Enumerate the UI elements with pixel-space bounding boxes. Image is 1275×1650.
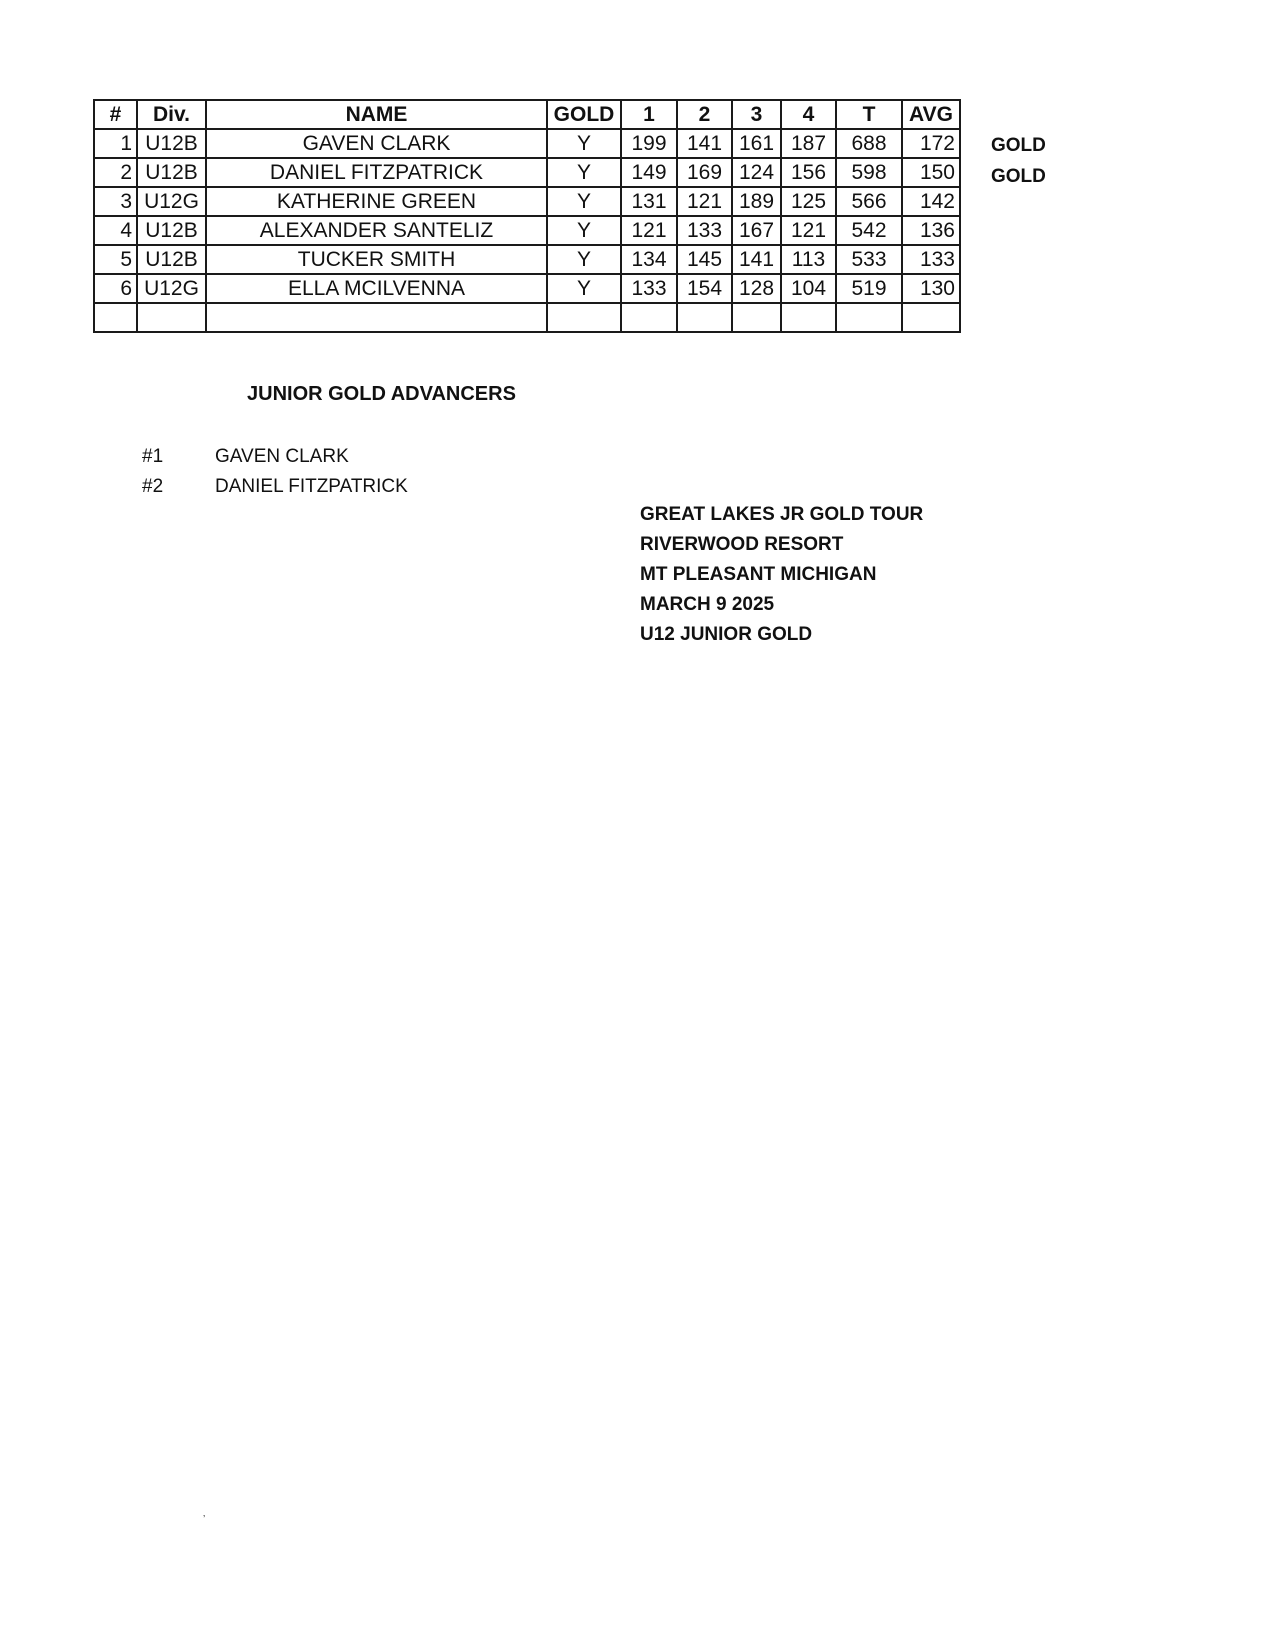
- game-4-cell: 113: [781, 245, 836, 274]
- game-3-cell: 128: [732, 274, 781, 303]
- gold-qualifier-note: GOLD: [991, 166, 1046, 187]
- game-3-cell: 189: [732, 187, 781, 216]
- advancer-name: DANIEL FITZPATRICK: [215, 476, 408, 497]
- empty-cell: [781, 303, 836, 332]
- total-cell: 566: [836, 187, 902, 216]
- average-cell: 150: [902, 158, 960, 187]
- game-1-cell: 149: [621, 158, 677, 187]
- name-cell: KATHERINE GREEN: [206, 187, 547, 216]
- table-row: [94, 187, 960, 216]
- header-rank: #: [94, 100, 137, 129]
- advancer-rank: #1: [142, 446, 164, 467]
- rank-cell: 4: [94, 216, 137, 245]
- division-cell: U12B: [137, 129, 206, 158]
- gold-cell: Y: [547, 216, 621, 245]
- average-cell: 172: [902, 129, 960, 158]
- game-2-cell: 154: [677, 274, 732, 303]
- header-game-2: 2: [677, 100, 732, 129]
- gold-qualifier-note: GOLD: [991, 135, 1046, 156]
- rank-cell: 6: [94, 274, 137, 303]
- division-cell: U12G: [137, 274, 206, 303]
- gold-cell: Y: [547, 187, 621, 216]
- empty-cell: [836, 303, 902, 332]
- average-cell: 133: [902, 245, 960, 274]
- empty-cell: [206, 303, 547, 332]
- total-cell: 519: [836, 274, 902, 303]
- total-cell: 598: [836, 158, 902, 187]
- game-2-cell: 145: [677, 245, 732, 274]
- empty-table-row: [94, 303, 960, 332]
- event-date: MARCH 9 2025: [640, 594, 775, 615]
- game-3-cell: 124: [732, 158, 781, 187]
- average-cell: 130: [902, 274, 960, 303]
- game-3-cell: 167: [732, 216, 781, 245]
- table-row: [94, 274, 960, 303]
- total-cell: 542: [836, 216, 902, 245]
- division-cell: U12B: [137, 245, 206, 274]
- table-row: [94, 245, 960, 274]
- division-cell: U12B: [137, 216, 206, 245]
- game-1-cell: 199: [621, 129, 677, 158]
- header-division: Div.: [137, 100, 206, 129]
- division-cell: U12G: [137, 187, 206, 216]
- name-cell: ALEXANDER SANTELIZ: [206, 216, 547, 245]
- game-4-cell: 121: [781, 216, 836, 245]
- results-table: [93, 99, 961, 333]
- game-2-cell: 133: [677, 216, 732, 245]
- advancer-name: GAVEN CLARK: [215, 446, 349, 467]
- game-1-cell: 131: [621, 187, 677, 216]
- total-cell: 688: [836, 129, 902, 158]
- table-row: [94, 129, 960, 158]
- empty-cell: [621, 303, 677, 332]
- division-cell: U12B: [137, 158, 206, 187]
- empty-cell: [677, 303, 732, 332]
- advancer-item: [142, 472, 408, 502]
- table-header-row: [94, 100, 960, 129]
- event-venue: RIVERWOOD RESORT: [640, 534, 844, 555]
- header-game-4: 4: [781, 100, 836, 129]
- table-row: [94, 216, 960, 245]
- header-total: T: [836, 100, 902, 129]
- game-4-cell: 156: [781, 158, 836, 187]
- table-row: [94, 158, 960, 187]
- name-cell: DANIEL FITZPATRICK: [206, 158, 547, 187]
- header-average: AVG: [902, 100, 960, 129]
- header-gold: GOLD: [547, 100, 621, 129]
- empty-cell: [137, 303, 206, 332]
- game-1-cell: 133: [621, 274, 677, 303]
- name-cell: TUCKER SMITH: [206, 245, 547, 274]
- game-1-cell: 121: [621, 216, 677, 245]
- empty-cell: [732, 303, 781, 332]
- header-game-1: 1: [621, 100, 677, 129]
- average-cell: 136: [902, 216, 960, 245]
- scan-speck: ’: [203, 1514, 206, 1525]
- event-info-block: [640, 500, 923, 650]
- empty-cell: [547, 303, 621, 332]
- gold-cell: Y: [547, 274, 621, 303]
- game-2-cell: 141: [677, 129, 732, 158]
- name-cell: GAVEN CLARK: [206, 129, 547, 158]
- advancers-title: JUNIOR GOLD ADVANCERS: [247, 383, 516, 405]
- game-3-cell: 141: [732, 245, 781, 274]
- empty-cell: [902, 303, 960, 332]
- header-game-3: 3: [732, 100, 781, 129]
- game-4-cell: 125: [781, 187, 836, 216]
- average-cell: 142: [902, 187, 960, 216]
- advancers-list: [142, 442, 408, 502]
- game-3-cell: 161: [732, 129, 781, 158]
- total-cell: 533: [836, 245, 902, 274]
- rank-cell: 5: [94, 245, 137, 274]
- event-location: MT PLEASANT MICHIGAN: [640, 564, 877, 585]
- gold-cell: Y: [547, 245, 621, 274]
- advancer-item: [142, 442, 408, 472]
- game-2-cell: 169: [677, 158, 732, 187]
- game-1-cell: 134: [621, 245, 677, 274]
- game-4-cell: 187: [781, 129, 836, 158]
- gold-cell: Y: [547, 158, 621, 187]
- game-4-cell: 104: [781, 274, 836, 303]
- name-cell: ELLA MCILVENNA: [206, 274, 547, 303]
- event-division: U12 JUNIOR GOLD: [640, 624, 813, 645]
- game-2-cell: 121: [677, 187, 732, 216]
- empty-cell: [94, 303, 137, 332]
- advancer-rank: #2: [142, 476, 164, 497]
- rank-cell: 1: [94, 129, 137, 158]
- event-tour: GREAT LAKES JR GOLD TOUR: [640, 504, 924, 525]
- gold-cell: Y: [547, 129, 621, 158]
- rank-cell: 3: [94, 187, 137, 216]
- rank-cell: 2: [94, 158, 137, 187]
- header-name: NAME: [206, 100, 547, 129]
